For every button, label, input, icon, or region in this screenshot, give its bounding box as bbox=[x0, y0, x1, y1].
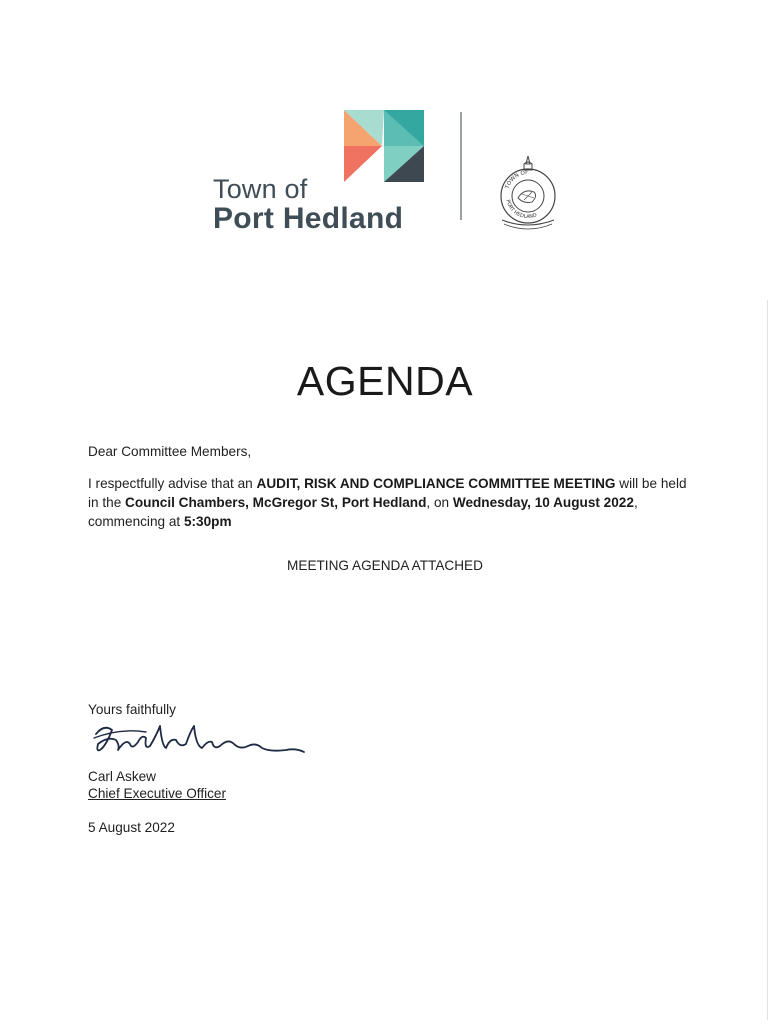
meeting-date: Wednesday, 10 August 2022 bbox=[452, 495, 634, 510]
meeting-time: 5:30pm bbox=[183, 514, 232, 529]
document-title: AGENDA bbox=[296, 358, 474, 404]
town-seal-icon bbox=[494, 150, 562, 234]
closing: Yours faithfully bbox=[88, 702, 176, 717]
letter-date: 5 August 2022 bbox=[88, 820, 175, 835]
svg-text:PORT HEDLAND bbox=[504, 199, 537, 220]
signer-name: Carl Askew bbox=[88, 769, 156, 784]
meeting-name: AUDIT, RISK AND COMPLIANCE COMMITTEE MEETING bbox=[256, 476, 616, 491]
signer-title: Chief Executive Officer bbox=[88, 786, 227, 801]
logo-line-port-hedland: Port Hedland bbox=[213, 202, 404, 235]
para-text-1: I respectfully advise that an bbox=[88, 476, 257, 491]
scan-edge-line bbox=[767, 300, 768, 1020]
meeting-venue: Council Chambers, McGregor St, Port Hedland bbox=[125, 495, 427, 510]
attachment-note: MEETING AGENDA ATTACHED bbox=[287, 558, 483, 573]
para-text-3: , on bbox=[426, 495, 453, 510]
logo-divider bbox=[460, 112, 462, 220]
meeting-notice-paragraph bbox=[88, 474, 688, 531]
seal-text-top: TOWN OF bbox=[504, 169, 529, 190]
logo-wordmark bbox=[213, 176, 403, 234]
town-of-port-hedland-logo-icon bbox=[344, 110, 424, 182]
seal-text-bottom: PORT HEDLAND bbox=[504, 199, 538, 221]
logo-line-town-of: Town of bbox=[213, 174, 308, 204]
para-text-2: will be held in the bbox=[88, 476, 687, 510]
handwritten-signature bbox=[90, 716, 310, 764]
salutation: Dear Committee Members, bbox=[88, 444, 252, 459]
para-text-4: , commencing at bbox=[88, 495, 638, 529]
